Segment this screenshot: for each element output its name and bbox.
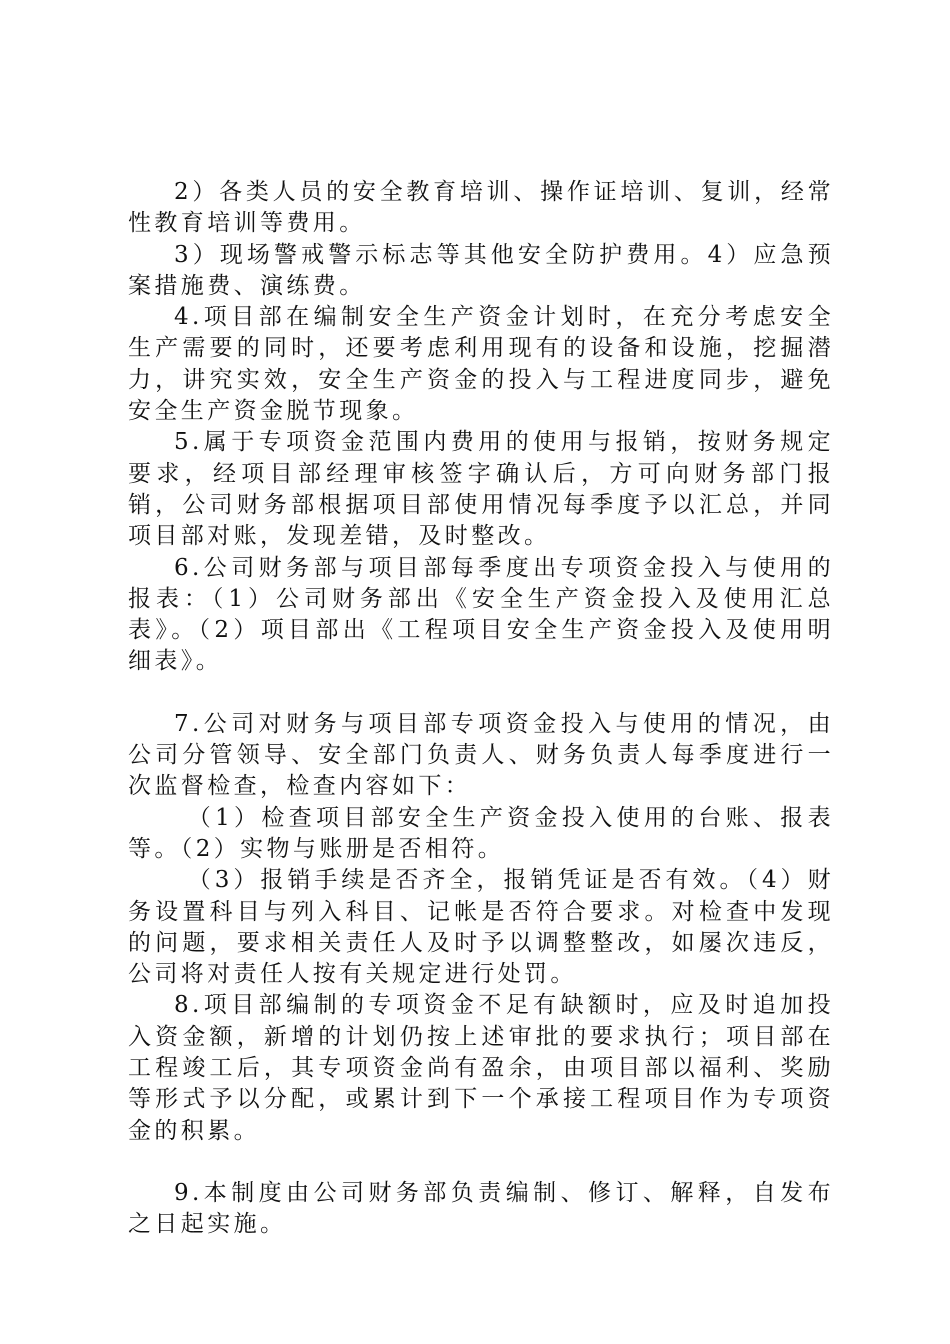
paragraph-8-shortfall: 8.项目部编制的专项资金不足有缺额时，应及时追加投入资金额，新增的计划仍按上述审批的要求执行；项目部在工程竣工后，其专项资金尚有盈余，由项目部以福利、奖励等形式予以分配，或累计到下一个承接工程项目作为专项资金的积累。 <box>128 992 834 1144</box>
paragraph-6-reports: 6.公司财务部与项目部每季度出专项资金投入与使用的报表：（1）公司财务部出《安全生产资金投入及使用汇总表》。（2）项目部出《工程项目安全生产资金投入及使用明细表》。 <box>128 554 834 675</box>
paragraph-5-reimbursement: 5.属于专项资金范围内费用的使用与报销，按财务规定要求，经项目部经理审核签字确认后，方可向财务部门报销，公司财务部根据项目部使用情况每季度予以汇总，并同项目部对账，发现差错，及时整改。 <box>128 429 834 550</box>
paragraph-7-item-3-4: （3）报销手续是否齐全，报销凭证是否有效。（4）财务设置科目与列入科目、记帐是否符合要求。对检查中发现的问题，要求相关责任人及时予以调整整改，如屡次违反，公司将对责任人按有关规定进行处罚。 <box>128 867 834 988</box>
paragraph-7-supervision: 7.公司对财务与项目部专项资金投入与使用的情况，由公司分管领导、安全部门负责人、财务负责人每季度进行一次监督检查，检查内容如下： <box>128 710 834 800</box>
paragraph-3-warning-signs: 3）现场警戒警示标志等其他安全防护费用。4）应急预案措施费、演练费。 <box>128 241 834 299</box>
paragraph-9-effective: 9.本制度由公司财务部负责编制、修订、解释，自发布之日起实施。 <box>128 1179 834 1238</box>
document-body <box>128 177 834 1241</box>
paragraph-2-training-fees: 2）各类人员的安全教育培训、操作证培训、复训，经常性教育培训等费用。 <box>128 179 834 237</box>
paragraph-4-fund-plan: 4.项目部在编制安全生产资金计划时，在充分考虑安全生产需要的同时，还要考虑利用现有的设备和设施，挖掘潜力，讲究实效，安全生产资金的投入与工程进度同步，避免安全生产资金脱节现象。 <box>128 304 834 425</box>
paragraph-spacer <box>128 1147 834 1178</box>
paragraph-7-item-1-2: （1）检查项目部安全生产资金投入使用的台账、报表等。（2）实物与账册是否相符。 <box>128 804 834 862</box>
paragraph-spacer <box>128 678 834 709</box>
